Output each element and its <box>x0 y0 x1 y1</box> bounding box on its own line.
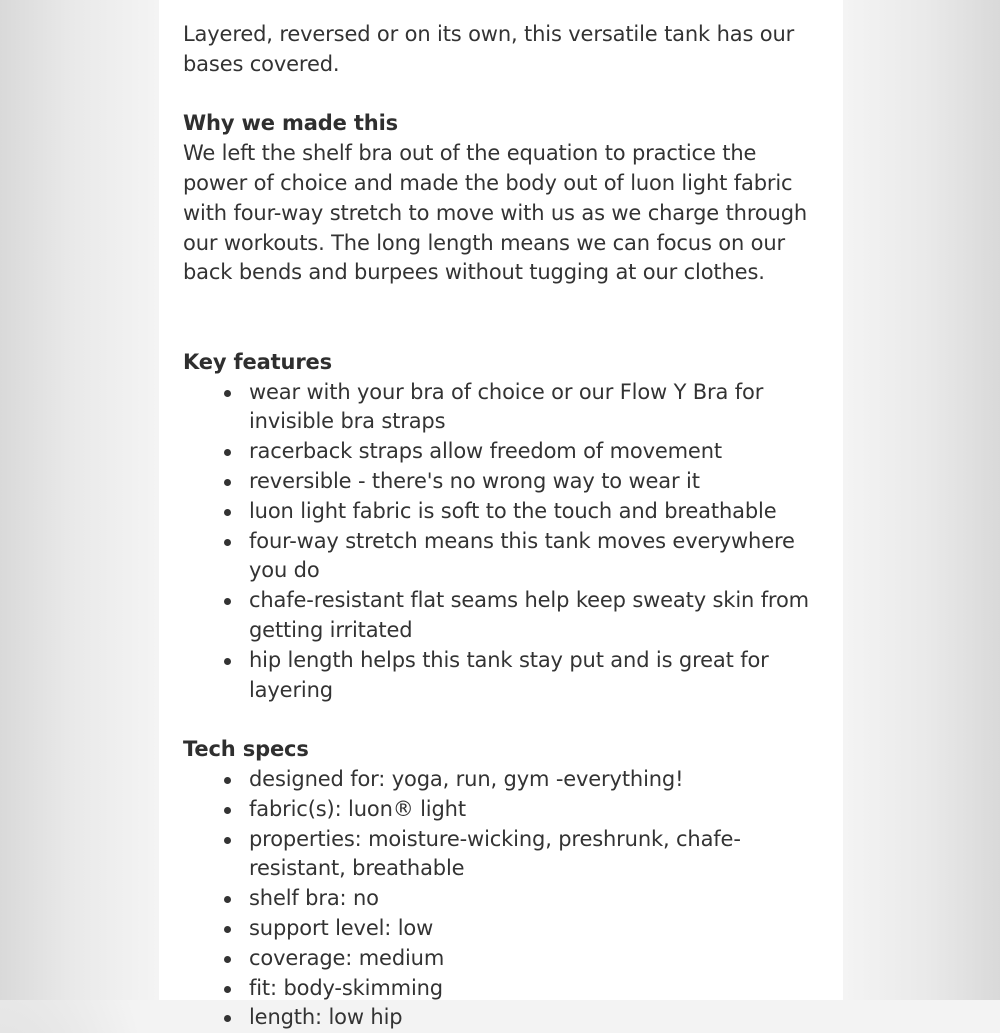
list-item: designed for: yoga, run, gym -everything! <box>249 765 829 795</box>
product-description <box>159 0 843 1030</box>
tech-specs-list <box>183 765 829 1033</box>
list-item: reversible - there's no wrong way to wear it <box>249 467 829 497</box>
list-item: coverage: medium <box>249 944 829 974</box>
list-item: racerback straps allow freedom of movement <box>249 437 829 467</box>
list-item: four-way stretch means this tank moves everywhere you do <box>249 527 829 587</box>
list-item: hip length helps this tank stay put and is great for layering <box>249 646 829 706</box>
right-background <box>843 0 1000 1000</box>
intro-text: Layered, reversed or on its own, this versatile tank has our bases covered. <box>183 22 795 76</box>
list-item: fabric(s): luon® light <box>249 795 829 825</box>
list-item: chafe-resistant flat seams help keep sweaty skin from getting irritated <box>249 586 829 646</box>
key-features-list <box>183 378 829 706</box>
list-item: support level: low <box>249 914 829 944</box>
why-heading: Why we made this <box>183 111 398 136</box>
tech-specs-heading: Tech specs <box>183 737 309 762</box>
list-item: shelf bra: no <box>249 884 829 914</box>
list-item: fit: body-skimming <box>249 974 829 1004</box>
list-item: properties: moisture-wicking, preshrunk, chafe-resistant, breathable <box>249 825 829 885</box>
list-item: wear with your bra of choice or our Flow Y Bra for invisible bra straps <box>249 378 829 438</box>
left-background <box>0 0 159 1000</box>
key-features-heading: Key features <box>183 349 332 374</box>
list-item: length: low hip <box>249 1003 829 1033</box>
why-text: We left the shelf bra out of the equation to practice the power of choice and made the body out of luon light fabric with four-way stretch to move with us as we charge through our workouts. The long length means we can focus on our back bends and burpees without tugging at our clothes. <box>183 141 808 285</box>
list-item: luon light fabric is soft to the touch and breathable <box>249 497 829 527</box>
